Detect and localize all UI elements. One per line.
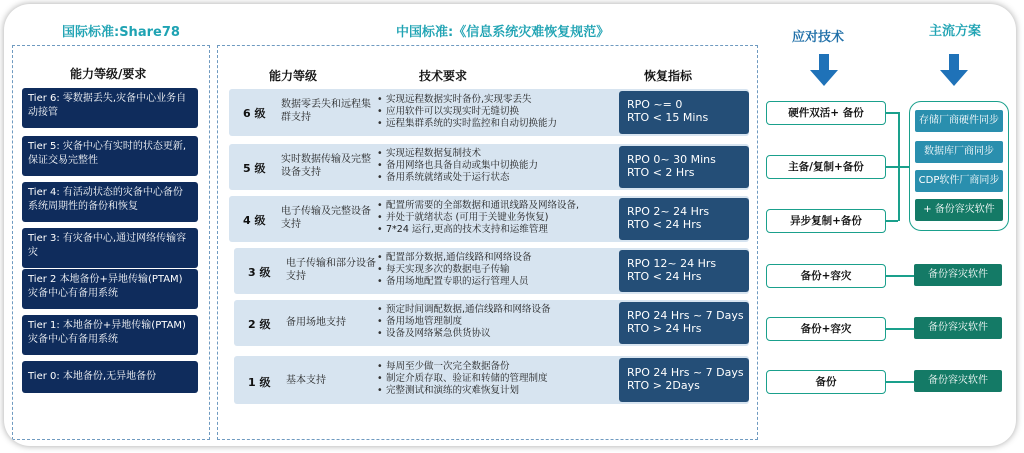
tech-requirement: • 实现远程数据复制技术: [377, 148, 538, 160]
rpo-value: RPO 2~ 24 Hrs: [627, 205, 710, 218]
level-row-6: [229, 89, 749, 136]
tech-requirement: • 预定时间调配数据,通信线路和网络设备: [377, 304, 551, 316]
rpo-value: RPO 0~ 30 Mins: [627, 153, 716, 166]
tech-header: 应对技术: [792, 30, 845, 45]
intl-panel-title: 能力等级/要求: [70, 67, 147, 81]
rto-value: RTO > 2Days: [627, 379, 700, 392]
connector-line: [886, 220, 898, 222]
rto-value: RTO < 2 Hrs: [627, 166, 695, 179]
diagram-frame: [4, 4, 1016, 446]
intl-standard-header: 国际标准:Share78: [62, 25, 180, 40]
col-tech-header: 技术要求: [419, 69, 468, 83]
level-label: 6 级: [243, 107, 266, 120]
connector-line: [886, 166, 898, 168]
tier-2: Tier 2 本地备份+异地传输(PTAM)灾备中心有备用系统: [22, 269, 198, 309]
tech-box-replication: 主备/复制+备份: [766, 155, 886, 179]
col-level-header: 能力等级: [269, 69, 318, 83]
rto-value: RTO < 15 Mins: [627, 111, 709, 124]
recovery-metric: [619, 250, 749, 292]
level-capability: 数据零丢失和远程集群支持: [281, 99, 371, 123]
recovery-metric: [619, 358, 749, 402]
level-row-3: [234, 248, 749, 294]
recovery-metric: [619, 146, 749, 188]
level-row-2: [234, 300, 749, 346]
tech-requirement: • 备用网络也具备自动或集中切换能力: [377, 160, 538, 172]
level-capability: 电子传输和部分设备支持: [286, 258, 376, 282]
tech-requirement: • 应用软件可以实现实时无缝切换: [377, 106, 557, 118]
tech-box-backup-dr: 备份+容灾: [766, 264, 886, 288]
level-label: 4 级: [243, 214, 266, 227]
tech-box-async-replication: 异步复制+备份: [766, 209, 886, 233]
tier-6: Tier 6: 零数据丢失,灾备中心业务自动接管: [22, 88, 198, 128]
tech-requirement: • 制定介质存取、验证和转储的管理制度: [377, 373, 548, 385]
tech-requirement: • 备用系统就绪或处于运行状态: [377, 172, 538, 184]
connector-line: [886, 112, 898, 114]
tech-requirement: • 配置所需要的全部数据和通讯线路及网络设备,: [377, 200, 579, 212]
rpo-value: RPO 24 Hrs ~ 7 Days: [627, 366, 744, 379]
tech-requirement: • 备用场地管理制度: [377, 316, 551, 328]
level-row-5: [229, 144, 749, 190]
recovery-metric: [619, 198, 749, 240]
level-label: 5 级: [243, 162, 266, 175]
tech-requirement: • 每天实现多次的数据电子传输: [377, 264, 532, 276]
level-capability: 实时数据传输及完整设备支持: [281, 154, 371, 178]
level-label: 3 级: [248, 266, 271, 279]
level-row-1: [234, 356, 749, 404]
solution-backup-software: 备份容灾软件: [914, 264, 1002, 286]
level-row-4: [229, 196, 749, 242]
tier-4: Tier 4: 有活动状态的灾备中心备份系统周期性的备份和恢复: [22, 182, 198, 222]
solution-backup-software: + 备份容灾软件: [915, 199, 1003, 221]
connector-line: [886, 328, 914, 330]
solution-backup-software: 备份容灾软件: [914, 317, 1002, 339]
tech-requirement: • 7*24 运行,更高的技术支持和运维管理: [377, 224, 579, 236]
level-label: 1 级: [248, 376, 271, 389]
solution-storage-sync: 存储厂商硬件同步: [915, 110, 1003, 132]
rpo-value: RPO ~= 0: [627, 98, 683, 111]
rto-value: RTO > 24 Hrs: [627, 322, 702, 335]
solution-backup-software: 备份容灾软件: [914, 370, 1002, 392]
tier-1: Tier 1: 本地备份+异地传输(PTAM)灾备中心有备用系统: [22, 315, 198, 355]
solution-header: 主流方案: [929, 24, 982, 39]
tier-3: Tier 3: 有灾备中心,通过网络传输容灾: [22, 228, 198, 268]
recovery-metric: [619, 302, 749, 344]
connector-line: [886, 275, 914, 277]
recovery-metric: [619, 91, 749, 134]
rto-value: RTO < 24 Hrs: [627, 270, 702, 283]
tech-requirement: • 并处于就绪状态 (可用于关键业务恢复): [377, 212, 579, 224]
cn-standard-header: 中国标准:《信息系统灾难恢复规范》: [396, 25, 610, 40]
tech-requirement: • 备用场地配置专职的运行管理人员: [377, 276, 532, 288]
tech-box-backup: 备份: [766, 370, 886, 394]
tech-box-backup-dr: 备份+容灾: [766, 317, 886, 341]
tech-requirement: • 每周至少做一次完全数据备份: [377, 361, 548, 373]
solution-database-sync: 数据库厂商同步: [915, 141, 1003, 163]
rpo-value: RPO 12~ 24 Hrs: [627, 257, 717, 270]
arrow-down-icon: [810, 54, 838, 86]
arrow-down-icon: [940, 54, 968, 86]
tech-requirement: • 远程集群系统的实时监控和自动切换能力: [377, 118, 557, 130]
tier-0: Tier 0: 本地备份,无异地备份: [22, 361, 198, 393]
tech-requirement: • 配置部分数据,通信线路和网络设备: [377, 252, 532, 264]
level-capability: 电子传输及完整设备支持: [281, 206, 371, 230]
tier-5: Tier 5: 灾备中心有实时的状态更新,保证交易完整性: [22, 136, 198, 176]
level-capability: 基本支持: [286, 375, 326, 386]
connector-line: [886, 381, 914, 383]
tech-requirement: • 完整测试和演练的灾难恢复计划: [377, 385, 548, 397]
tech-box-hardware-active: 硬件双活+ 备份: [766, 101, 886, 125]
tech-requirement: • 实现远程数据实时备份,实现零丢失: [377, 94, 557, 106]
solution-cdp-sync: CDP软件厂商同步: [915, 170, 1003, 192]
level-label: 2 级: [248, 318, 271, 331]
tech-requirement: • 设备及网络紧急供货协议: [377, 328, 551, 340]
col-metric-header: 恢复指标: [644, 69, 693, 83]
rto-value: RTO < 24 Hrs: [627, 218, 702, 231]
level-capability: 备用场地支持: [286, 317, 346, 328]
rpo-value: RPO 24 Hrs ~ 7 Days: [627, 309, 744, 322]
